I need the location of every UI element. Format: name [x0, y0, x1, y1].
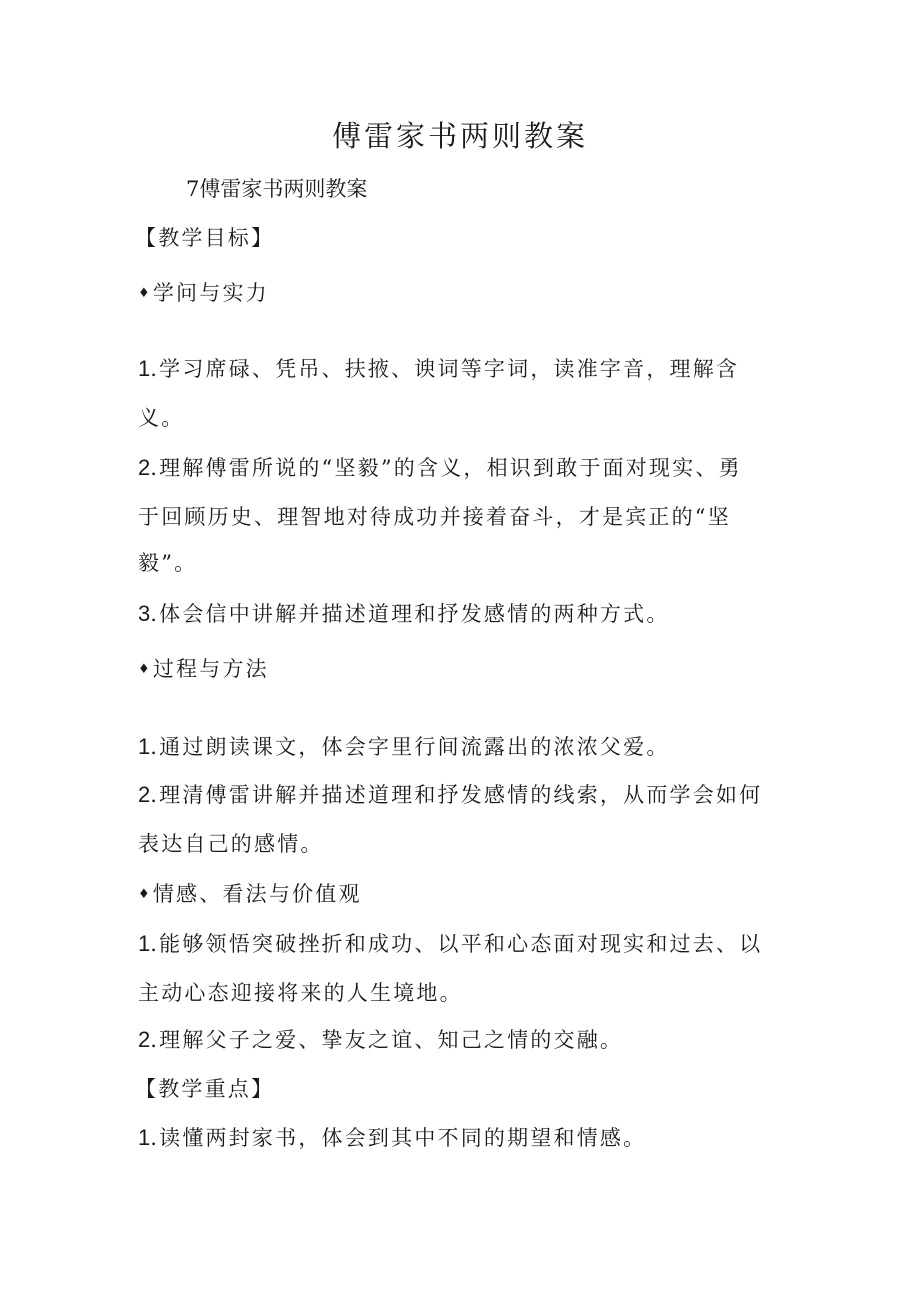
item-text: .理解傅雷所说的“坚毅”的含义，相识到敢于面对现实、勇: [150, 456, 742, 480]
bullet-diamond-icon: ♦: [138, 286, 152, 301]
list-item-continuation: 义。: [138, 406, 185, 430]
item-text: .理解父子之爱、挚友之谊、知己之情的交融。: [150, 1028, 624, 1052]
item-number: 2: [138, 782, 151, 807]
item-number: 1: [138, 931, 151, 956]
item-number: 1: [138, 356, 151, 381]
item-text: .读懂两封家书，体会到其中不同的期望和情感。: [150, 1126, 647, 1150]
subheading-text: 情感、看法与价值观: [152, 882, 362, 906]
list-item: [138, 930, 762, 958]
document-title: 傅雷家书两则教案: [331, 119, 588, 153]
list-item-continuation: 于回顾历史、理智地对待成功并接着奋斗，才是宾正的“坚: [138, 505, 731, 529]
list-item: [138, 1026, 623, 1054]
subheading-process: [138, 655, 269, 687]
subheading-emotion: [138, 880, 362, 912]
bullet-diamond-icon: ♦: [138, 887, 152, 902]
item-number: 1: [138, 734, 151, 759]
item-number: 1: [138, 1125, 151, 1150]
subheading-text: 学问与实力: [152, 281, 269, 305]
list-item: [138, 454, 742, 482]
item-number: 3: [138, 601, 151, 626]
subheading-knowledge: [138, 279, 269, 311]
subheading-text: 过程与方法: [152, 657, 269, 681]
item-text: .学习席碌、凭吊、扶掖、谀词等字词，读准字音，理解含: [150, 357, 740, 381]
list-item-continuation: 毅”。: [138, 551, 198, 575]
bullet-diamond-icon: ♦: [138, 662, 152, 677]
section-heading-goals: 【教学目标】: [135, 226, 275, 250]
item-text: .通过朗读课文，体会字里行间流露出的浓浓父爱。: [150, 735, 670, 759]
list-item: [138, 600, 670, 628]
item-text: .体会信中讲解并描述道理和抒发感情的两种方式。: [150, 602, 670, 626]
item-number: 2: [138, 1027, 151, 1052]
list-item-continuation: 表达自己的感情。: [138, 832, 324, 856]
section-heading-key-points: 【教学重点】: [135, 1077, 275, 1101]
item-number: 2: [138, 455, 151, 480]
list-item: [138, 1124, 646, 1152]
item-text: .能够领悟突破挫折和成功、以平和心态面对现实和过去、以: [150, 932, 763, 956]
subtitle: [186, 175, 367, 203]
list-item-continuation: 主动心态迎接将来的人生境地。: [138, 981, 463, 1005]
list-item: [138, 733, 670, 761]
item-text: .理清傅雷讲解并描述道理和抒发感情的线索，从而学会如何: [150, 783, 763, 807]
list-item: [138, 355, 739, 383]
list-item: [138, 781, 762, 809]
subtitle-text: 7傅雷家书两则教案: [186, 177, 368, 201]
